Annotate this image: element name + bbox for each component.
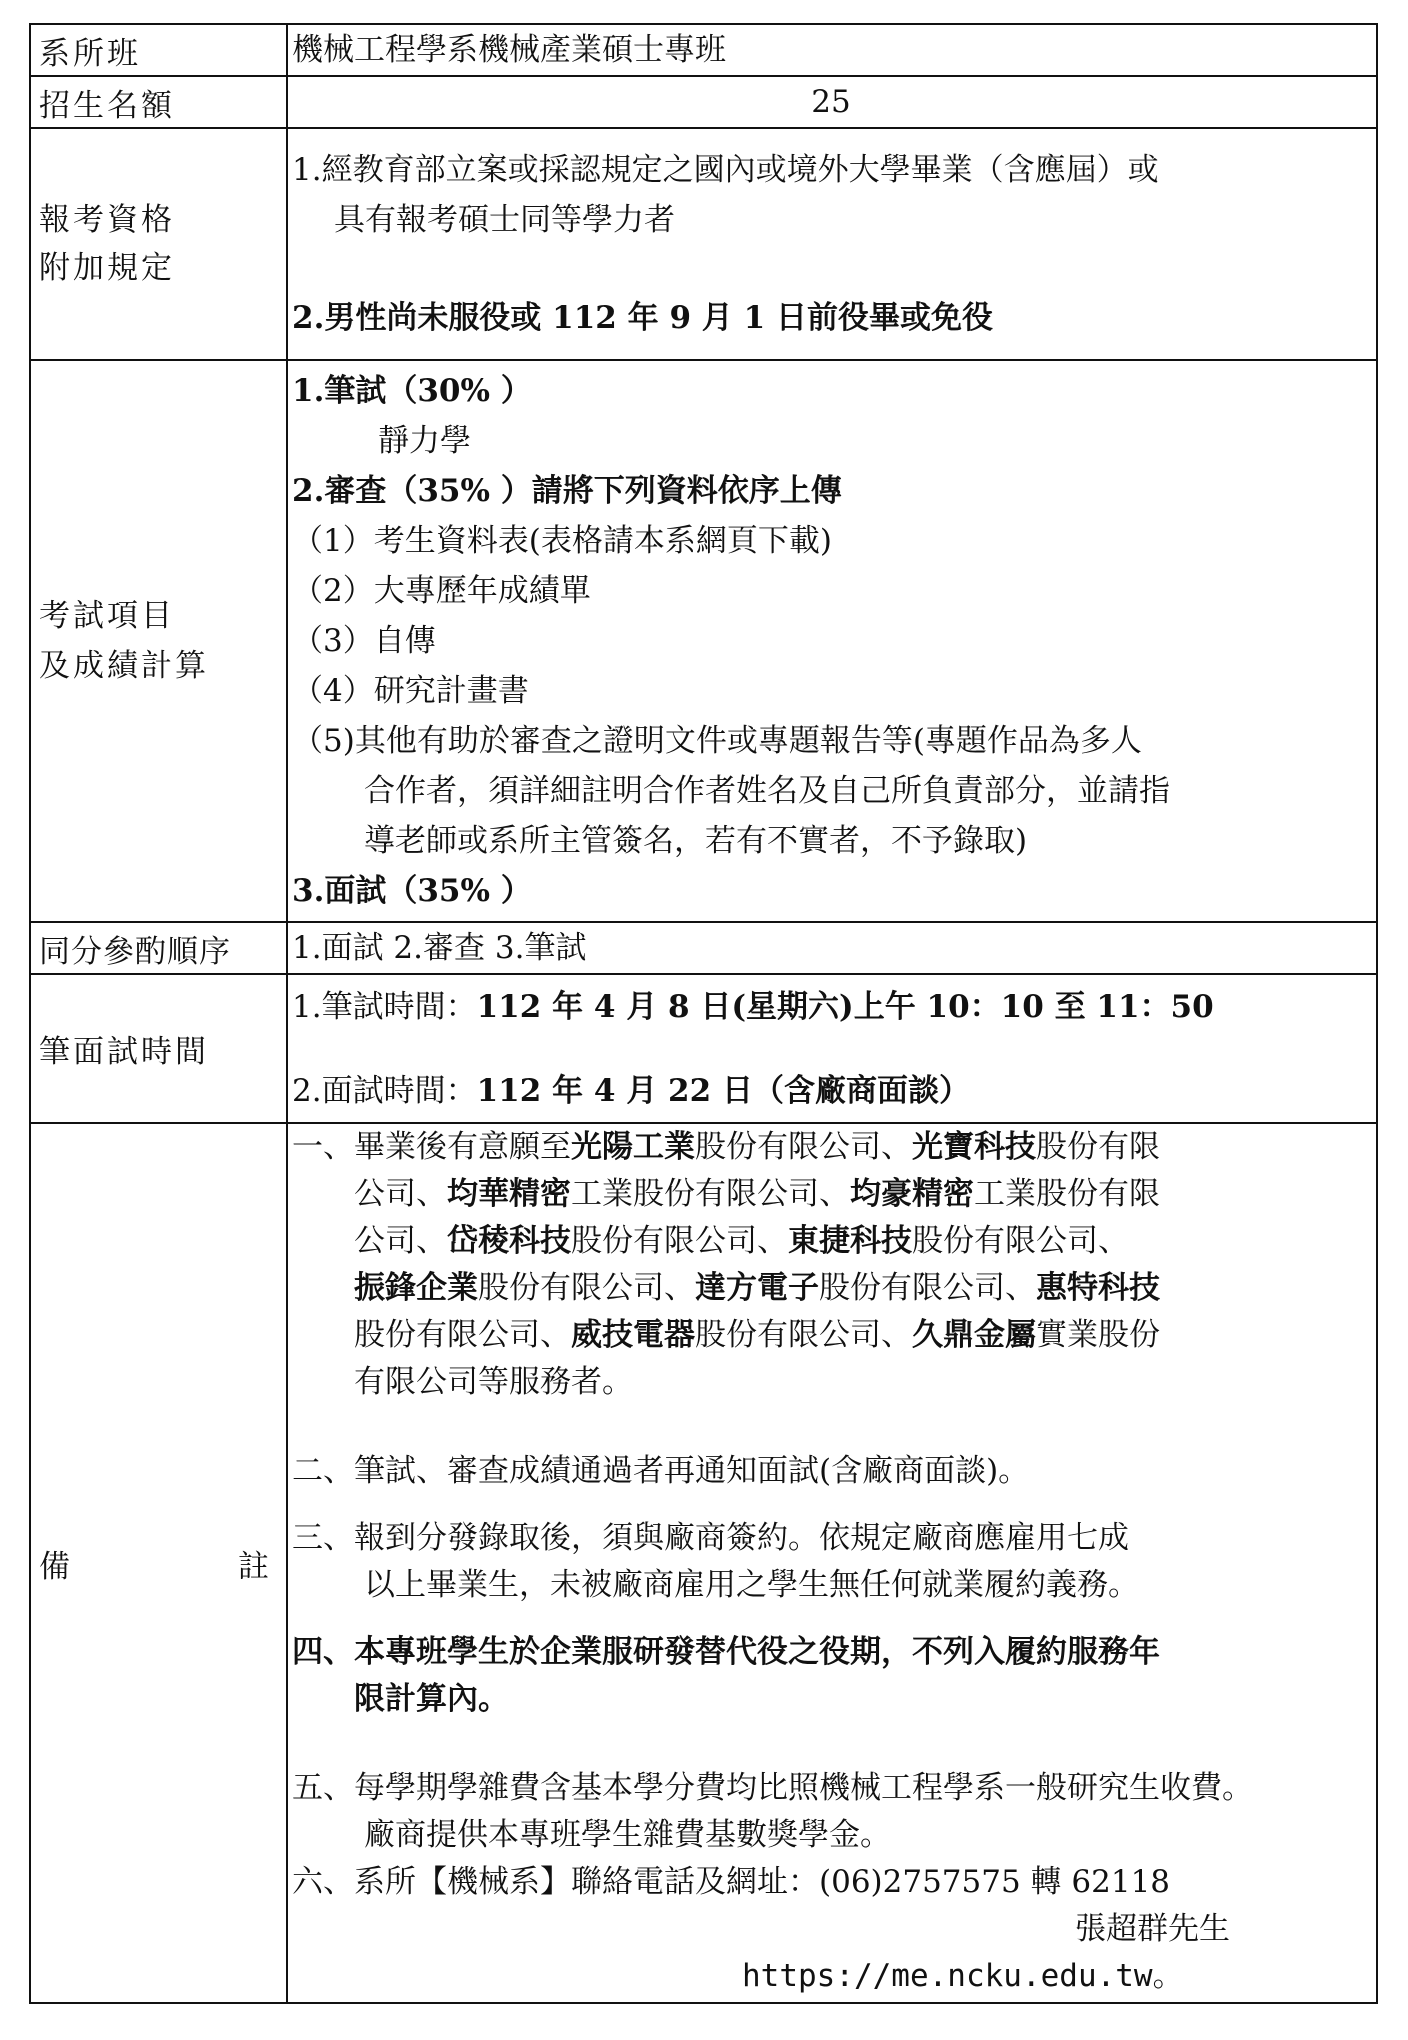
tie-value: 1.面試 2.審查 3.筆試	[287, 922, 1377, 974]
note4-line2: 限計算內。	[354, 1681, 509, 1717]
schedule-interview-prefix: 2.面試時間：	[292, 1072, 477, 1109]
schedule-written-value: 112 年 4 月 8 日(星期六)上午 10：10 至 11：50	[476, 988, 1214, 1025]
note1-text: 公司、	[354, 1223, 447, 1259]
note1-line	[292, 1359, 1370, 1406]
review-item: （1）考生資料表(表格請本系網頁下載)	[292, 523, 832, 559]
company-name: 威技電器	[571, 1317, 695, 1353]
note1-line	[292, 1312, 1370, 1359]
note2: 二、筆試、審查成績通過者再通知面試(含廠商面談)。	[292, 1453, 1030, 1489]
note1-line	[292, 1124, 1370, 1171]
note1-text: 股份有限公司、	[354, 1317, 571, 1353]
note1-text: 實業股份	[1036, 1317, 1160, 1353]
admission-table	[29, 23, 1378, 2004]
note1-text: 股份有限公司、	[819, 1270, 1036, 1306]
qualification-content	[287, 128, 1377, 360]
company-name: 東捷科技	[788, 1223, 912, 1259]
exam-interview: 3.面試（35% ）	[292, 873, 532, 909]
note1-text: 一、畢業後有意願至	[292, 1129, 571, 1165]
review-item: （2）大專歷年成績單	[292, 573, 591, 609]
exam-label-line2: 及成績計算	[39, 648, 209, 684]
note1-text: 公司、	[354, 1176, 447, 1212]
schedule-written-prefix: 1.筆試時間：	[292, 988, 477, 1025]
note1-text: 工業股份有限公司、	[571, 1176, 850, 1212]
company-name: 光寶科技	[912, 1129, 1036, 1165]
schedule-written	[292, 982, 1370, 1032]
exam-label-line1: 考試項目	[39, 598, 175, 634]
note1-line	[292, 1265, 1370, 1312]
note1-text: 股份有限公司、	[912, 1223, 1129, 1259]
schedule-interview	[292, 1066, 1370, 1116]
schedule-label: 筆面試時間	[30, 974, 287, 1123]
note1-line	[292, 1171, 1370, 1218]
dept-value: 機械工程學系機械產業碩士專班	[287, 24, 1377, 76]
quota-label: 招生名額	[30, 76, 287, 128]
dept-url: https://me.ncku.edu.tw。	[742, 1958, 1184, 1994]
company-name: 光陽工業	[571, 1129, 695, 1165]
dept-label: 系所班	[30, 24, 287, 76]
note1	[292, 1124, 1370, 1406]
contact-person: 張超群先生	[1075, 1911, 1230, 1947]
note1-text: 股份有限公司、	[695, 1129, 912, 1165]
qualification-label	[30, 128, 287, 360]
review-item5-line2: 合作者，須詳細註明合作者姓名及自己所負責部分，並請指	[364, 773, 1170, 809]
note1-text: 工業股份有限	[974, 1176, 1160, 1212]
note1-text: 有限公司等服務者。	[354, 1364, 633, 1400]
exam-review: 2.審查（35% ）請將下列資料依序上傳	[292, 473, 842, 509]
schedule-content	[287, 974, 1377, 1123]
tie-label: 同分參酌順序	[30, 922, 287, 974]
notes-label	[30, 1123, 287, 2003]
schedule-interview-value: 112 年 4 月 22 日（含廠商面談）	[476, 1072, 970, 1109]
qualification-item1-line2: 具有報考碩士同等學力者	[334, 202, 675, 238]
note1-text: 股份有限公司、	[571, 1223, 788, 1259]
company-name: 振鋒企業	[354, 1270, 478, 1306]
company-name: 岱稜科技	[447, 1223, 571, 1259]
exam-written-subject: 靜力學	[378, 423, 471, 459]
company-name: 均豪精密	[850, 1176, 974, 1212]
review-item: （3）自傳	[292, 623, 436, 659]
note4-text1: 本專班學生於企業服研發替代役之役期，不列入履約服務年	[354, 1634, 1160, 1670]
review-item5-line3: 導老師或系所主管簽名，若有不實者，不予錄取)	[364, 823, 1028, 859]
note5-line1: 五、每學期學雜費含基本學分費均比照機械工程學系一般研究生收費。	[292, 1770, 1253, 1806]
qualification-item2: 2.男性尚未服役或 112 年 9 月 1 日前役畢或免役	[292, 300, 993, 336]
review-item: （4）研究計畫書	[292, 673, 529, 709]
note1-line	[292, 1218, 1370, 1265]
note1-text: 股份有限	[1036, 1129, 1160, 1165]
note4-line1	[292, 1629, 1370, 1676]
note1-text: 股份有限公司、	[478, 1270, 695, 1306]
note3-line2: 以上畢業生，未被廠商雇用之學生無任何就業履約義務。	[364, 1567, 1139, 1603]
notes-content	[287, 1123, 1377, 2003]
note1-text: 股份有限公司、	[695, 1317, 912, 1353]
quota-value: 25	[287, 76, 1377, 128]
note3-line1: 三、報到分發錄取後，須與廠商簽約。依規定廠商應雇用七成	[292, 1520, 1129, 1556]
company-name: 惠特科技	[1036, 1270, 1160, 1306]
exam-label	[30, 360, 287, 922]
note6: 六、系所【機械系】聯絡電話及網址：(06)2757575 轉 62118	[292, 1864, 1171, 1900]
company-name: 久鼎金屬	[912, 1317, 1036, 1353]
company-name: 達方電子	[695, 1270, 819, 1306]
company-name: 均華精密	[447, 1176, 571, 1212]
qualification-label-line2: 附加規定	[39, 250, 175, 286]
notes-label-right: 註	[238, 1548, 272, 1585]
qualification-label-line1: 報考資格	[39, 202, 175, 238]
review-item5-line1: （5)其他有助於審查之證明文件或專題報告等(專題作品為多人	[292, 723, 1142, 759]
note4-prefix: 四、	[292, 1634, 354, 1670]
qualification-item1-line1: 1.經教育部立案或採認規定之國內或境外大學畢業（含應屆）或	[292, 152, 1159, 188]
note5-line2: 廠商提供本專班學生雜費基數獎學金。	[364, 1817, 891, 1853]
notes-label-left: 備	[39, 1548, 73, 1585]
exam-content	[287, 360, 1377, 922]
exam-written: 1.筆試（30% ）	[292, 373, 532, 409]
